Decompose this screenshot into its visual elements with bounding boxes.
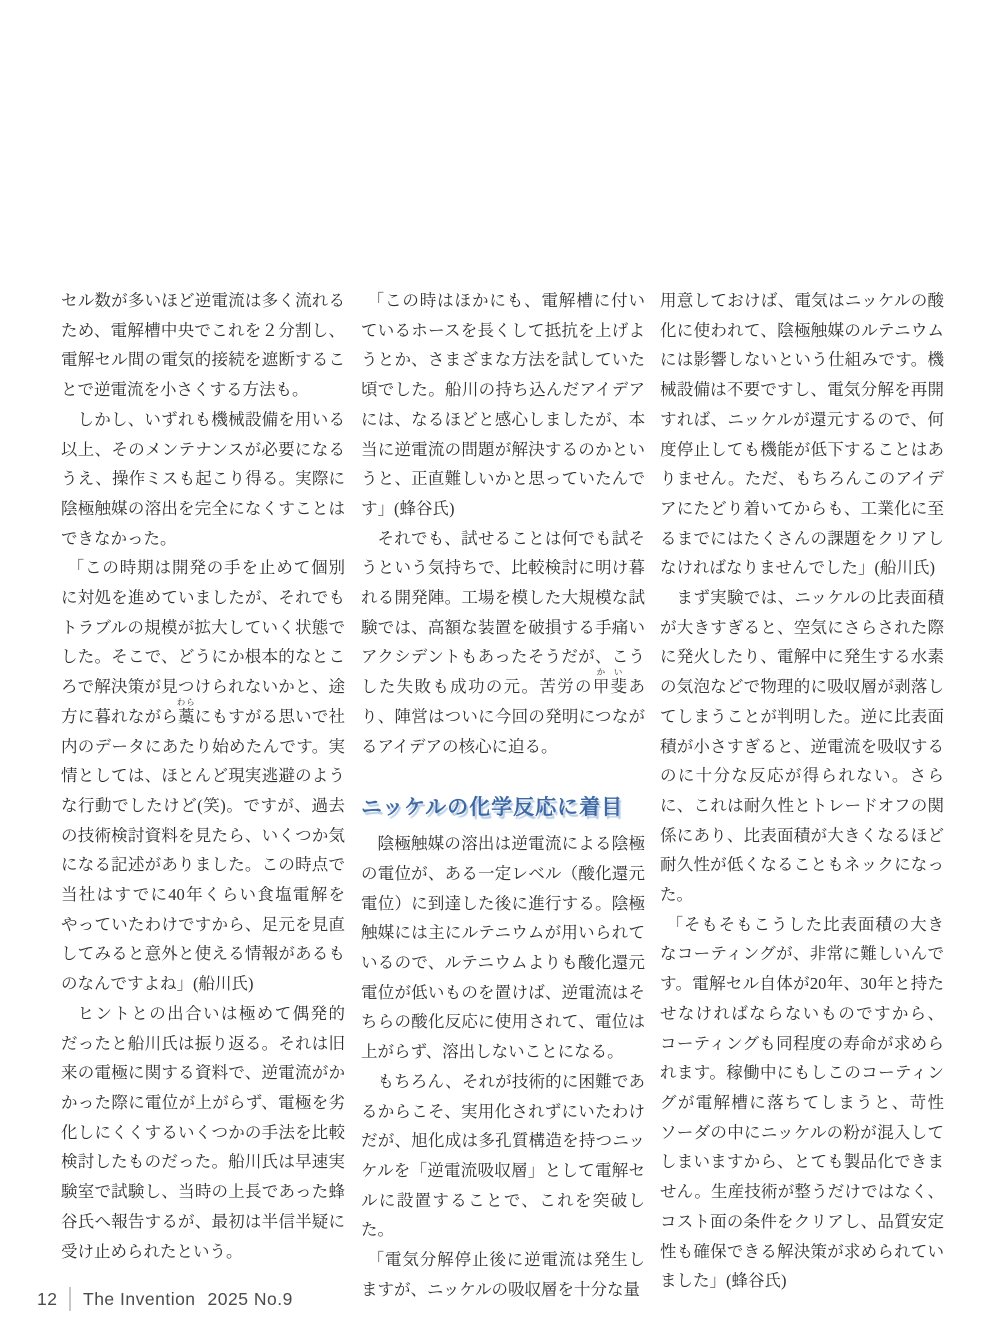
paragraph: 陰極触媒の溶出は逆電流による陰極の電位が、ある一定レベル（酸化還元電位）に到達した後に進行する。陰極触媒には主にルテニウムが用いられているので、ルテニウムよりも酸化還元電位が低いものを置けば、逆電流はそちらの酸化反応に使用されて、電位は上がらず、溶出しないことになる。 — [361, 834, 645, 1062]
paragraph: セル数が多いほど逆電流は多く流れるため、電解槽中央でこれを２分割し、電解セル間の電気的接続を遮断することで逆電流を小さくする方法も。 — [61, 291, 345, 400]
paragraph: 「そもそもこうした比表面積の大きなコーティングが、非常に難しいんです。電解セル自体が20年、30年と持たせなければならないものですから、コーティングも同程度の寿命が求められます。稼働中にもしこのコーティングが電解槽に落ちてしまうと、苛性ソーダの中にニッケルの粉が混入してしまいますから、とても製品化できません。生産技術が整うだけではなく、コスト面の条件をクリアし、品質安定性も確保できる解決策が求められていました」(蜂谷氏) — [660, 914, 944, 1291]
section-heading: ニッケルの化学反応に着目 — [361, 796, 624, 820]
paragraph: 「この時はほかにも、電解槽に付いているホースを長くして抵抗を上げようとか、さまざまな方法を試していた頃でした。船川の持ち込んだアイデアには、なるほどと感心しましたが、本当に逆電流の問題が解決するのかというと、正直難しいかと思っていたんです」(蜂谷氏) — [361, 291, 645, 518]
page-footer — [37, 1285, 293, 1313]
paragraph: ヒントとの出合いは極めて偶発的だったと船川氏は振り返る。それは旧来の電極に関する資料で、逆電流がかかった際に電位が上がらず、電極を劣化しにくくするいくつかの手法を比較検討したものだった。船川氏は早速実験室で試験し、当時の上長であった蜂谷氏へ報告するが、最初は半信半疑に受け止められたという。 — [61, 1003, 345, 1261]
paragraph: もちろん、それが技術的に困難であるからこそ、実用化されずにいたわけだが、旭化成は多孔質構造を持つニッケルを「逆電流吸収層」として電解セルに設置することで、これを突破した。 — [361, 1071, 645, 1240]
paragraph: 用意しておけば、電気はニッケルの酸化に使われて、陰極触媒のルテニウムには影響しないという仕組みです。機械設備は不要ですし、電気分解を再開すれば、ニッケルが還元するので、何度停止しても機能が低下することはありません。ただ、もちろんこのアイデアにたどり着いてからも、工業化に至るまでにはたくさんの課題をクリアしなければなりませんでした」(船川氏) — [660, 291, 944, 578]
text-column-left — [61, 286, 345, 1266]
text-column-right — [660, 286, 944, 1296]
paragraph: 「電気分解停止後に逆電流は発生しますが、ニッケルの吸収層を十分な量 — [361, 1250, 645, 1299]
issue-label: 2025 No.9 — [207, 1288, 293, 1309]
magazine-title: The Invention — [83, 1288, 196, 1309]
paragraph: それでも、試せることは何でも試そうという気持ちで、比較検討に明け暮れる開発陣。工場を模した大規模な試験では、高額な装置を破損する手痛いアクシデントもあったそうだが、こうした失敗も成功の元。苦労の甲斐かいあり、陣営はついに今回の発明につながるアイデアの核心に迫る。 — [361, 528, 646, 756]
footer-divider — [69, 1287, 71, 1311]
paragraph: まず実験では、ニッケルの比表面積が大きすぎると、空気にさらされた際に発火したり、電解中に発生する水素の気泡などで物理的に吸収層が剥落してしまうことが判明した。逆に比表面積が小さすぎると、逆電流を吸収するのに十分な反応が得られない。さらに、これは耐久性とトレードオフの関係にあり、比表面積が大きくなるほど耐久性が低くなることもネックになった。 — [660, 588, 944, 905]
page-number: 12 — [37, 1288, 58, 1309]
paragraph: しかし、いずれも機械設備を用いる以上、そのメンテナンスが必要になるうえ、操作ミスも起こり得る。実際に陰極触媒の溶出を完全になくすことはできなかった。 — [61, 409, 345, 548]
paragraph: 「この時期は開発の手を止めて個別に対処を進めていましたが、それでもトラブルの規模が拡大していく状態でした。そこで、どうにか根本的なところで解決策が見つけられないかと、途方に暮れながら藁わらにもすがる思いで社内のデータにあたり始めたんです。実情としては、ほとんど現実逃避のような行動でしたけど(笑)。ですが、過去の技術検討資料を見たら、いくつか気になる記述がありました。この時点で当社はすでに40年くらい食塩電解をやっていたわけですから、足元を見直してみると意外と使える情報があるものなんですよね」(船川氏) — [61, 558, 345, 994]
text-column-middle — [361, 286, 645, 1305]
